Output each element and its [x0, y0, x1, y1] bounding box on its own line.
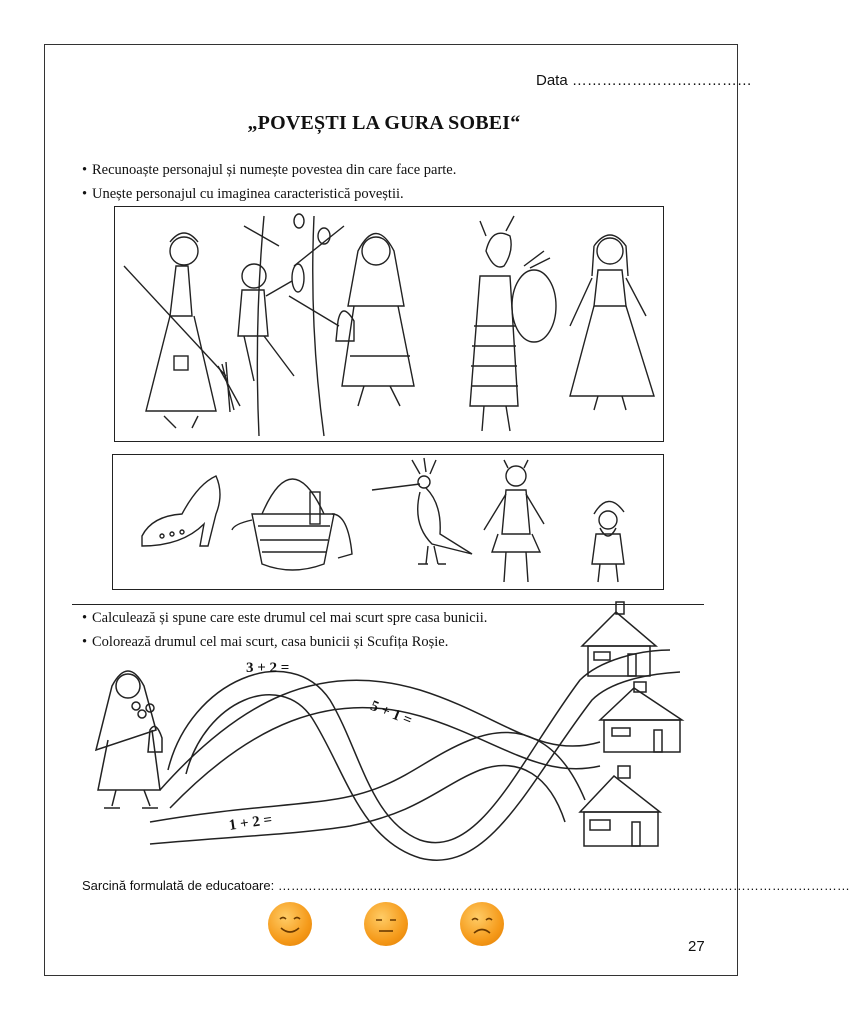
page-title: „POVEȘTI LA GURA SOBEI“ — [247, 112, 521, 134]
red-riding-hood-with-flowers[interactable] — [96, 671, 162, 808]
road-path-middle[interactable] — [160, 680, 600, 808]
instruction-4: • Colorează drumul cel mai scurt, casa bunicii și Scufița Roșie. — [82, 634, 449, 650]
date-field[interactable]: Data ……………………………… — [536, 72, 752, 89]
instruction-1: • Recunoaște personajul și numește povestea din care face parte. — [82, 162, 457, 178]
equation-road-bottom: 1 + 2 = — [228, 811, 274, 834]
sad-face-icon[interactable] — [460, 902, 504, 946]
instruction-3: • Calculează și spune care este drumul cel mai scurt spre casa bunicii. — [82, 610, 488, 626]
neutral-face-icon[interactable] — [364, 902, 408, 946]
house-middle-icon[interactable] — [600, 682, 682, 752]
page-number: 27 — [688, 938, 705, 955]
house-bottom-icon[interactable] — [580, 766, 660, 846]
educator-task-line[interactable]: Sarcină formulată de educatoare: …………………………………………………………………………………………………………………… — [82, 878, 850, 893]
house-top-icon[interactable] — [582, 602, 656, 676]
instruction-2: • Unește personajul cu imaginea caracteristică poveștii. — [82, 186, 404, 202]
happy-face-icon[interactable] — [268, 902, 312, 946]
equation-road-top: 3 + 2 = — [246, 660, 290, 676]
equation-road-middle: 5 + 1 = — [368, 698, 415, 730]
road-path-bottom[interactable] — [150, 733, 585, 845]
